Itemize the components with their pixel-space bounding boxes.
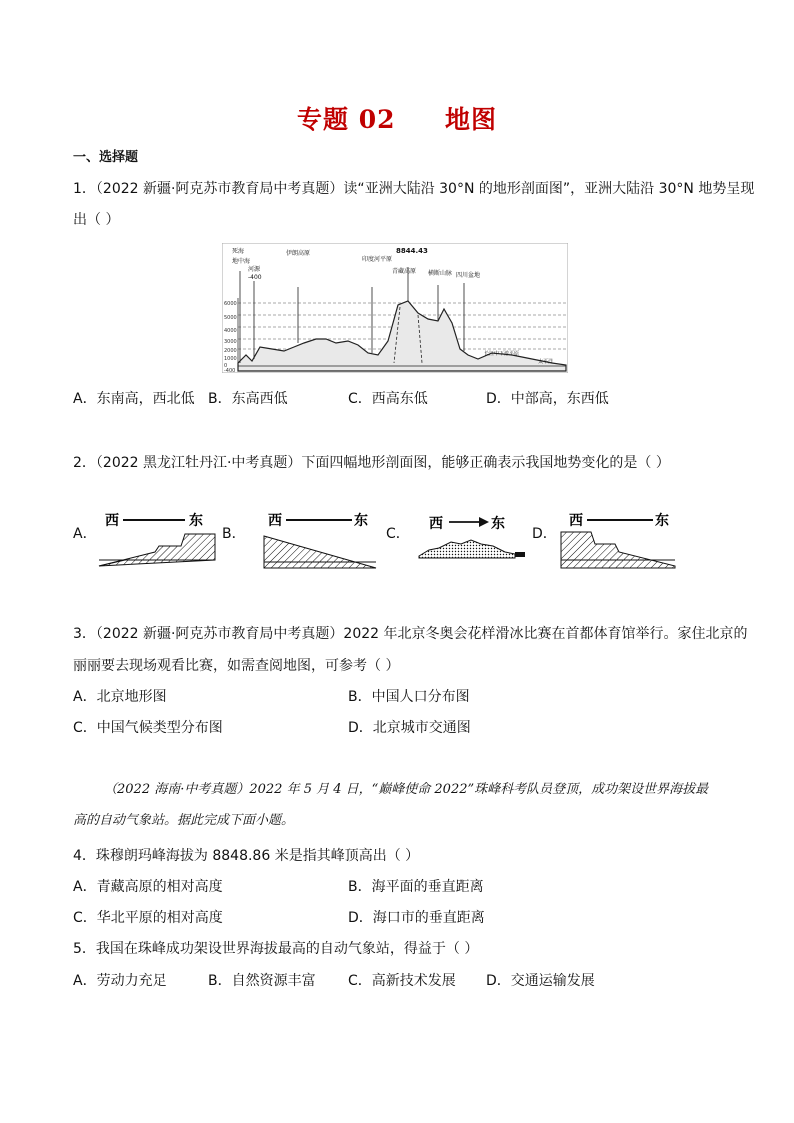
- label-minus400: -400: [248, 274, 262, 281]
- q2-fig-c[interactable]: [415, 508, 535, 574]
- label-indus: 印度河平原: [362, 256, 393, 263]
- label-qingzang: 青藏高原: [392, 268, 417, 275]
- west-label: 西: [105, 513, 119, 529]
- q4-option-a[interactable]: A．青藏高原的相对高度: [73, 879, 223, 895]
- q2-fig-d[interactable]: [555, 508, 685, 574]
- label-iran: 伊朗高原: [286, 250, 311, 257]
- east-label: 东: [354, 513, 368, 529]
- q2-fig-b[interactable]: [260, 508, 380, 574]
- ytick: 3000: [224, 339, 237, 345]
- ytick: -400: [224, 368, 236, 373]
- q1-stem-line2: 出（ ）: [73, 212, 120, 228]
- q2-stem: 2．（2022 黑龙江牡丹江·中考真题）下面四幅地形剖面图，能够正确表示我国地势变化的是（ ）: [73, 455, 670, 471]
- ytick: 0: [224, 363, 228, 369]
- q4-stem: 4．珠穆朗玛峰海拔为 8848.86 米是指其峰顶高出（ ）: [73, 848, 420, 864]
- intro-line2: 高的自动气象站。据此完成下面小题。: [73, 813, 295, 828]
- q5-option-b[interactable]: B．自然资源丰富: [208, 973, 316, 989]
- label-sichuan: 四川盆地: [456, 272, 481, 279]
- q2-option-d-label[interactable]: D．: [532, 526, 557, 542]
- title-part2: 地图: [444, 105, 497, 134]
- q5-stem: 5．我国在珠峰成功架设世界海拔最高的自动气象站，得益于（ ）: [73, 941, 479, 957]
- q3-option-b[interactable]: B．中国人口分布图: [348, 689, 470, 705]
- q2-option-c-label[interactable]: C．: [386, 526, 410, 542]
- q4-option-c[interactable]: C．华北平原的相对高度: [73, 910, 223, 926]
- west-label: 西: [429, 516, 443, 532]
- q2-option-b-label[interactable]: B．: [222, 526, 246, 542]
- ytick: 5000: [224, 315, 237, 321]
- q5-option-c[interactable]: C．高新技术发展: [348, 973, 456, 989]
- q1-stem-line1: 1．（2022 新疆·阿克苏市教育局中考真题）读“亚洲大陆沿 30°N 的地形剖面图”，亚洲大陆沿 30°N 地势呈现: [73, 181, 755, 197]
- label-river: 河源: [248, 266, 261, 273]
- west-label: 西: [569, 513, 583, 529]
- east-label: 东: [189, 513, 203, 529]
- east-label: 东: [655, 513, 669, 529]
- ytick: 1000: [224, 356, 237, 362]
- q4-option-d[interactable]: D．海口市的垂直距离: [348, 910, 485, 926]
- q3-option-a[interactable]: A．北京地形图: [73, 689, 167, 705]
- label-pacific: 太平洋: [538, 359, 554, 365]
- intro-line1: （2022 海南·中考真题）2022 年 5 月 4 日，“巅峰使命 2022”珠峰科考队员登顶，成功架设世界海拔最: [104, 782, 709, 797]
- q4-option-b[interactable]: B．海平面的垂直距离: [348, 879, 484, 895]
- ytick: 4000: [224, 328, 237, 334]
- q1-option-a[interactable]: A．东南高，西北低: [73, 391, 195, 407]
- q1-option-c[interactable]: C．西高东低: [348, 391, 428, 407]
- title-part1: 专题 02: [297, 105, 396, 134]
- q5-option-a[interactable]: A．劳动力充足: [73, 973, 167, 989]
- q3-stem-line1: 3．（2022 新疆·阿克苏市教育局中考真题）2022 年北京冬奥会花样滑冰比赛在首都体育馆举行。家住北京的: [73, 626, 748, 642]
- section-heading: 一、选择题: [73, 150, 139, 165]
- east-label: 东: [491, 516, 505, 532]
- ytick: 2000: [224, 348, 237, 354]
- q1-option-d[interactable]: D．中部高，东西低: [486, 391, 609, 407]
- q2-option-a-label[interactable]: A．: [73, 526, 97, 542]
- q3-option-d[interactable]: D．北京城市交通图: [348, 720, 471, 736]
- q5-option-d[interactable]: D．交通运输发展: [486, 973, 595, 989]
- q3-stem-line2: 丽丽要去现场观看比赛，如需查阅地图，可参考（ ）: [73, 658, 400, 674]
- q2-fig-a[interactable]: [95, 508, 225, 574]
- label-deadsea: 死海: [232, 248, 245, 255]
- label-hengduan: 横断山脉: [428, 270, 453, 277]
- q1-profile-figure: [222, 243, 568, 373]
- label-yangtze: 长江中下游平原: [484, 351, 520, 357]
- q1-option-b[interactable]: B．东高西低: [208, 391, 288, 407]
- label-peak: 8844.43: [396, 247, 428, 255]
- ytick: 6000: [224, 301, 237, 307]
- west-label: 西: [268, 513, 282, 529]
- label-med: 地中海: [232, 258, 251, 265]
- page-title: [0, 100, 794, 136]
- q3-option-c[interactable]: C．中国气候类型分布图: [73, 720, 223, 736]
